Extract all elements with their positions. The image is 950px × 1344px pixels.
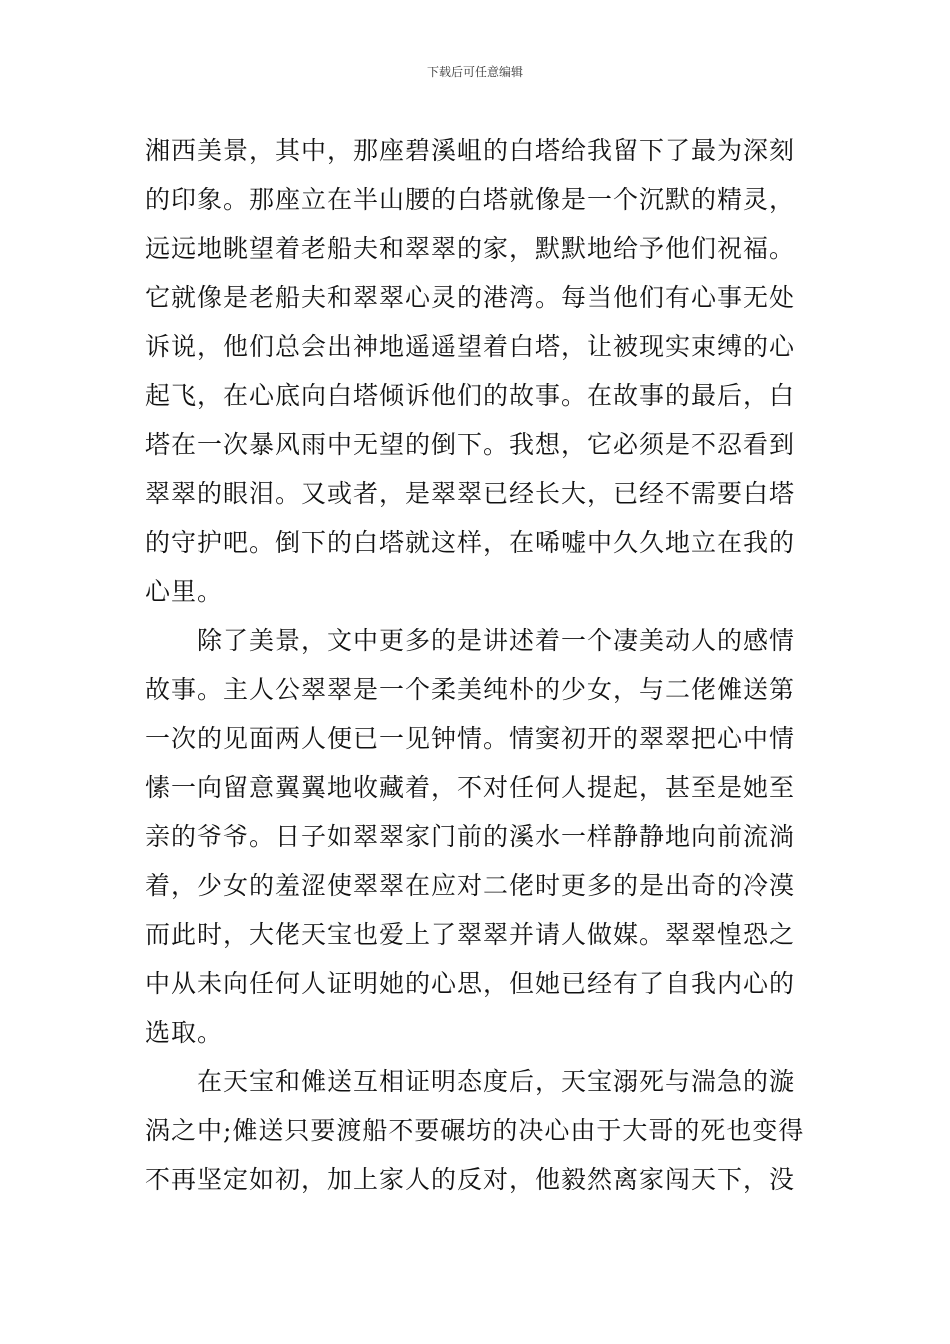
text-line: 心里。 (145, 577, 224, 606)
text-line: 诉说，他们总会出神地遥遥望着白塔，让被现实束缚的心 (145, 332, 796, 361)
text-line: 翠翠的眼泪。又或者，是翠翠已经长大，已经不需要白塔 (145, 479, 796, 508)
paragraph-first-line: 在天宝和傩送互相证明态度后，天宝溺死与湍急的漩 (197, 1067, 796, 1096)
text-line: 中从未向任何人证明她的心思，但她已经有了自我内心的 (145, 969, 796, 998)
text-line: 一次的见面两人便已一见钟情。情窦初开的翠翠把心中情 (145, 724, 796, 753)
text-line: 它就像是老船夫和翠翠心灵的港湾。每当他们有心事无处 (145, 283, 796, 312)
paragraph-first-line: 除了美景，文中更多的是讲述着一个凄美动人的感情 (197, 626, 796, 655)
text-line: 故事。主人公翠翠是一个柔美纯朴的少女，与二佬傩送第 (145, 675, 796, 704)
text-line: 着，少女的羞涩使翠翠在应对二佬时更多的是出奇的冷漠 (145, 871, 796, 900)
text-line: 愫一向留意翼翼地收藏着，不对任何人提起，甚至是她至 (145, 773, 796, 802)
text-line: 不再坚定如初，加上家人的反对，他毅然离家闯天下，没 (145, 1165, 796, 1194)
text-line: 亲的爷爷。日子如翠翠家门前的溪水一样静静地向前流淌 (145, 822, 796, 851)
text-line: 塔在一次暴风雨中无望的倒下。我想，它必须是不忍看到 (145, 430, 796, 459)
text-line: 的印象。那座立在半山腰的白塔就像是一个沉默的精灵， (145, 185, 796, 214)
text-line: 远远地眺望着老船夫和翠翠的家，默默地给予他们祝福。 (145, 234, 796, 263)
document-body (145, 126, 810, 1204)
text-line: 的守护吧。倒下的白塔就这样，在唏嘘中久久地立在我的 (145, 528, 796, 557)
text-line: 起飞，在心底向白塔倾诉他们的故事。在故事的最后，白 (145, 381, 796, 410)
page-header: 下载后可任意编辑 (426, 65, 523, 79)
text-line: 选取。 (145, 1018, 224, 1047)
text-line: 而此时，大佬天宝也爱上了翠翠并请人做媒。翠翠惶恐之 (145, 920, 796, 949)
text-line: 湘西美景，其中，那座碧溪岨的白塔给我留下了最为深刻 (145, 136, 796, 165)
text-line: 涡之中;傩送只要渡船不要碾坊的决心由于大哥的死也变得 (145, 1116, 805, 1145)
